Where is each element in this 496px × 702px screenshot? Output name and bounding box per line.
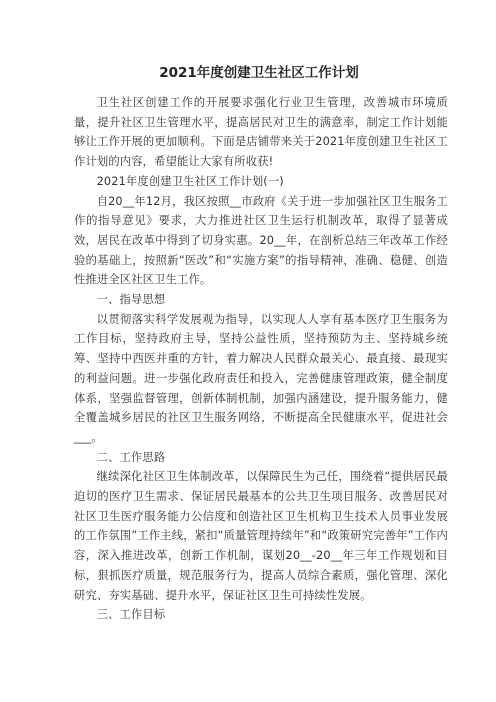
intro-paragraph: 卫生社区创建工作的开展要求强化行业卫生管理，改善城市环境质量，提升社区卫生管理水平，提高居民对卫生的满意率，制定工作计划能够让工作开展的更加顺利。下面是店铺带来关于2021年度创建卫生社区工作计划的内容，希望能让大家有所收获!: [74, 96, 448, 169]
section-heading-guiding-ideology: 一、指导思想: [96, 293, 166, 307]
plan-subtitle: 2021年度创建卫生社区工作计划(一): [96, 174, 284, 188]
work-approach-paragraph: 继续深化社区卫生体制改革，以保障民生为己任，围绕着“提供居民最迫切的医疗卫生需求、保证居民最基本的公共卫生项目服务、改善居民对社区卫生医疗服务能力公信度和创造社区卫生机构卫生技术人员事业发展的工作氛围”工作主线，紧扣“质量管理持续年”和“政策研究完善年”工作内容，深入推进改革，创新工作机制，谋划20__-20__年三年工作规划和目标，狠抓医疗质量，规范服务行为，提高人员综合素质，强化管理、深化研究、夯实基础、提升水平，保证社区卫生可持续性发展。: [74, 470, 448, 602]
guiding-ideology-paragraph: 以贯彻落实科学发展观为指导，以实现人人享有基本医疗卫生服务为工作目标，坚持政府主导，坚持公益性质，坚持预防为主、坚持城乡统筹、坚持中西医并重的方针，着力解决人民群众最关心、最直接、最现实的利益问题。进一步强化政府责任和投入，完善健康管理政策，健全制度体系，坚强监督管理，创新体制机制，加强内涵建设，提升服务能力，健全覆盖城乡居民的社区卫生服务网络，不断提高全民健康水平，促进社会___。: [74, 312, 448, 444]
background-paragraph: 自20__年12月，我区按照__市政府《关于进一步加强社区卫生服务工作的指导意见》要求，大力推进社区卫生运行机制改革，取得了显著成效，居民在改革中得到了切身实惠。20__年，在剖析总结三年改革工作经验的基础上，按照新“医改”和“实施方案”的指导精神，准确、稳健、创造性推进全区社区卫生工作。: [74, 194, 448, 287]
section-heading-work-goals: 三、工作目标: [96, 608, 166, 622]
section-heading-work-approach: 二、工作思路: [96, 450, 166, 464]
document-title: 2021年度创建卫生社区工作计划: [159, 65, 359, 81]
